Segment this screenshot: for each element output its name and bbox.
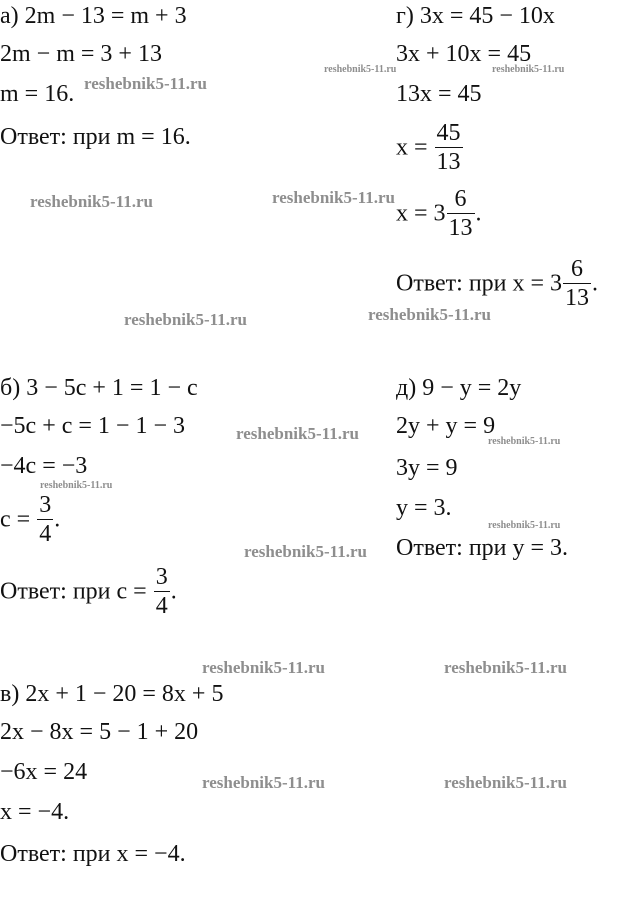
answer-g-suffix: . [592,270,599,297]
fraction [37,493,53,547]
watermark: reshebnik5-11.ru [84,74,207,93]
watermark: reshebnik5-11.ru [324,64,397,75]
eq-b-4 [0,494,60,548]
eq-d-1: д) 9 − y = 2y [396,375,522,401]
eq-g-4 [396,122,464,176]
fraction [435,121,463,175]
answer-v: Ответ: при x = −4. [0,841,186,867]
answer-b-suffix: . [170,578,177,605]
fraction-denominator: 13 [565,285,590,312]
watermark: reshebnik5-11.ru [492,64,565,75]
watermark: reshebnik5-11.ru [368,305,491,324]
eq-a-2: 2m − m = 3 + 13 [0,41,162,67]
eq-a-3: m = 16. [0,81,75,107]
watermark: reshebnik5-11.ru [444,658,567,677]
eq-b-2: −5c + c = 1 − 1 − 3 [0,413,185,439]
watermark: reshebnik5-11.ru [488,520,561,531]
eq-g-5-prefix: x = 3 [396,200,446,227]
eq-g-1: г) 3x = 45 − 10x [396,3,555,29]
watermark: reshebnik5-11.ru [272,188,395,207]
answer-d: Ответ: при y = 3. [396,535,569,561]
eq-a-1: а) 2m − 13 = m + 3 [0,3,187,29]
watermark: reshebnik5-11.ru [202,773,325,792]
eq-g-3: 13x = 45 [396,81,482,107]
fraction-numerator: 3 [154,565,170,592]
eq-d-2: 2y + y = 9 [396,413,496,439]
fraction [563,257,591,311]
eq-g-4-prefix: x = [396,134,428,161]
fraction [154,565,170,619]
watermark: reshebnik5-11.ru [236,424,359,443]
eq-v-1: в) 2x + 1 − 20 = 8x + 5 [0,681,224,707]
eq-d-4: y = 3. [396,495,452,521]
watermark: reshebnik5-11.ru [124,310,247,329]
eq-g-5-suffix: . [475,200,482,227]
fraction-numerator: 45 [435,121,463,148]
answer-b-prefix: Ответ: при c = [0,578,147,605]
fraction-numerator: 3 [37,493,53,520]
eq-b-4-suffix: . [54,506,61,533]
eq-v-3: −6x = 24 [0,759,88,785]
watermark: reshebnik5-11.ru [488,436,561,447]
eq-b-4-prefix: c = [0,506,31,533]
fraction-denominator: 13 [448,215,473,242]
eq-b-3: −4c = −3 [0,453,88,479]
watermark: reshebnik5-11.ru [30,192,153,211]
fraction-numerator: 6 [563,257,591,284]
watermark: reshebnik5-11.ru [40,480,113,491]
answer-a: Ответ: при m = 16. [0,124,191,150]
fraction-denominator: 4 [39,521,52,548]
fraction-numerator: 6 [447,187,475,214]
watermark: reshebnik5-11.ru [202,658,325,677]
eq-v-2: 2x − 8x = 5 − 1 + 20 [0,719,199,745]
eq-d-3: 3y = 9 [396,455,458,481]
answer-b [0,566,177,620]
watermark: reshebnik5-11.ru [444,773,567,792]
watermark: reshebnik5-11.ru [244,542,367,561]
eq-g-5 [396,188,482,242]
fraction [447,187,475,241]
fraction-denominator: 13 [436,149,461,176]
eq-g-2: 3x + 10x = 45 [396,41,532,67]
answer-g-prefix: Ответ: при x = 3 [396,270,563,297]
eq-b-1: б) 3 − 5c + 1 = 1 − c [0,375,198,401]
fraction-denominator: 4 [155,593,168,620]
eq-v-4: x = −4. [0,799,70,825]
